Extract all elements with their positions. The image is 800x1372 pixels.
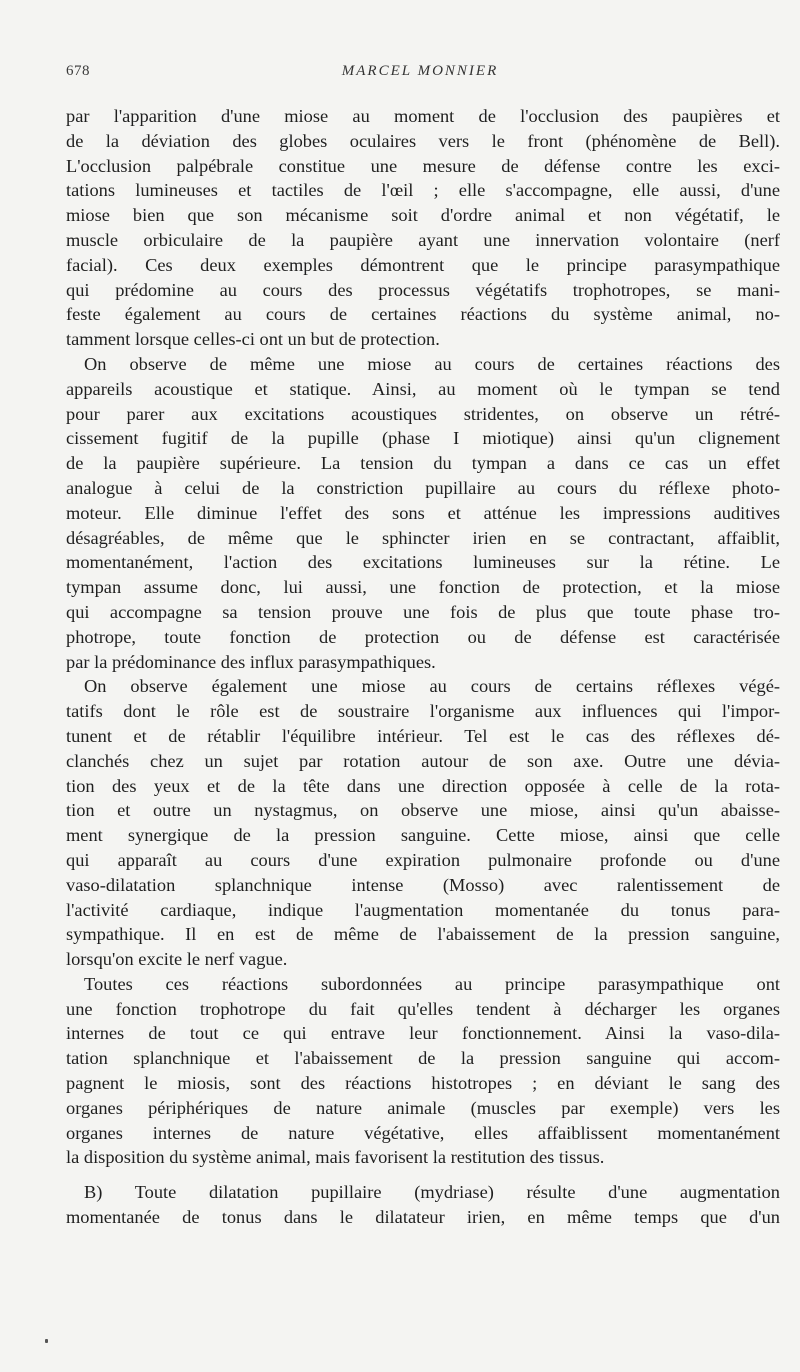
paragraph-5 <box>66 1180 780 1230</box>
text-line: organes périphériques de nature animale (muscles par exemple) vers les <box>66 1097 780 1118</box>
text-line: moteur. Elle diminue l'effet des sons et atténue les impressions auditives <box>66 502 780 523</box>
body-text <box>66 104 780 1230</box>
text-line: Toutes ces réactions subordonnées au principe parasympathique ont <box>84 973 780 994</box>
text-line: pagnent le miosis, sont des réactions histotropes ; en déviant le sang des <box>66 1073 780 1094</box>
running-head <box>66 63 774 87</box>
text-line: par la prédominance des influx parasympathiques. <box>66 651 436 672</box>
text-line: L'occlusion palpébrale constitue une mesure de défense contre les exci- <box>66 155 780 176</box>
text-line: tunent et de rétablir l'équilibre intérieur. Tel est le cas des réflexes dé- <box>66 725 780 746</box>
text-line: muscle orbiculaire de la paupière ayant une innervation volontaire (nerf <box>66 229 780 250</box>
text-line: appareils acoustique et statique. Ainsi, au moment où le tympan se tend <box>66 378 780 399</box>
text-line: tympan assume donc, lui aussi, une fonction de protection, et la miose <box>66 577 780 598</box>
text-line: organes internes de nature végétative, elles affaiblissent momentanément <box>66 1122 780 1143</box>
text-line: feste également au cours de certaines réactions du système animal, no- <box>66 304 780 325</box>
text-line: ment synergique de la pression sanguine. Cette miose, ainsi que celle <box>66 825 780 846</box>
text-line: tation splanchnique et l'abaissement de la pression sanguine qui accom- <box>66 1048 780 1069</box>
text-line: tion et outre un nystagmus, on observe une miose, ainsi qu'un abaisse- <box>66 800 780 821</box>
text-line: la disposition du système animal, mais favorisent la restitution des tissus. <box>66 1147 605 1168</box>
text-line: facial). Ces deux exemples démontrent que le principe parasympathique <box>66 254 780 275</box>
text-line: momentanément, l'action des excitations lumineuses sur la rétine. Le <box>66 552 780 573</box>
paragraph-2 <box>66 352 780 674</box>
text-line: qui apparaît au cours d'une expiration pulmonaire profonde ou d'une <box>66 849 780 870</box>
text-line: tion des yeux et de la tête dans une direction opposée à celle de la rota- <box>66 775 780 796</box>
text-line: On observe également une miose au cours de certains réflexes végé- <box>84 676 780 697</box>
running-title: MARCEL MONNIER <box>341 63 499 79</box>
text-line: qui accompagne sa tension prouve une fois de plus que toute phase tro- <box>66 601 780 622</box>
text-line: qui prédomine au cours des processus végétatifs trophotropes, se mani- <box>66 279 780 300</box>
text-line: momentanée de tonus dans le dilatateur irien, en même temps que d'un <box>66 1207 780 1228</box>
paragraph-4 <box>66 972 780 1170</box>
section-gap <box>66 1170 780 1180</box>
text-line: B) Toute dilatation pupillaire (mydriase) résulte d'une augmentation <box>84 1182 780 1203</box>
text-line: internes de tout ce qui entrave leur fonctionnement. Ainsi la vaso-dila- <box>66 1023 780 1044</box>
text-line: une fonction trophotrope du fait qu'elles tendent à décharger les organes <box>66 998 780 1019</box>
text-line: On observe de même une miose au cours de certaines réactions des <box>84 353 780 374</box>
text-line: photrope, toute fonction de protection ou de défense est caractérisée <box>66 626 780 647</box>
paragraph-3 <box>66 674 780 972</box>
text-line: tamment lorsque celles-ci ont un but de protection. <box>66 329 440 350</box>
text-line: clanchés chez un sujet par rotation autour de son axe. Outre une dévia- <box>66 750 780 771</box>
page-number: 678 <box>66 63 90 79</box>
text-line: tatifs dont le rôle est de soustraire l'organisme aux influences qui l'impor- <box>66 701 780 722</box>
text-line: lorsqu'on excite le nerf vague. <box>66 949 288 970</box>
text-line: tations lumineuses et tactiles de l'œil ; elle s'accompagne, elle aussi, d'une <box>66 180 780 201</box>
text-line: vaso-dilatation splanchnique intense (Mosso) avec ralentissement de <box>66 874 780 895</box>
print-speck <box>45 1339 48 1343</box>
text-line: l'activité cardiaque, indique l'augmentation momentanée du tonus para- <box>66 899 780 920</box>
text-line: de la déviation des globes oculaires vers le front (phénomène de Bell). <box>66 130 780 151</box>
text-line: miose bien que son mécanisme soit d'ordre animal et non végétatif, le <box>66 205 780 226</box>
text-line: cissement fugitif de la pupille (phase I miotique) ainsi qu'un clignement <box>66 428 780 449</box>
text-line: désagréables, de même que le sphincter irien en se contractant, affaiblit, <box>66 527 780 548</box>
text-line: de la paupière supérieure. La tension du tympan a dans ce cas un effet <box>66 453 780 474</box>
text-line: pour parer aux excitations acoustiques stridentes, on observe un rétré- <box>66 403 780 424</box>
text-line: sympathique. Il en est de même de l'abaissement de la pression sanguine, <box>66 924 780 945</box>
text-line: par l'apparition d'une miose au moment de l'occlusion des paupières et <box>66 106 780 126</box>
paragraph-1 <box>66 104 780 352</box>
text-line: analogue à celui de la constriction pupillaire au cours du réflexe photo- <box>66 477 780 498</box>
